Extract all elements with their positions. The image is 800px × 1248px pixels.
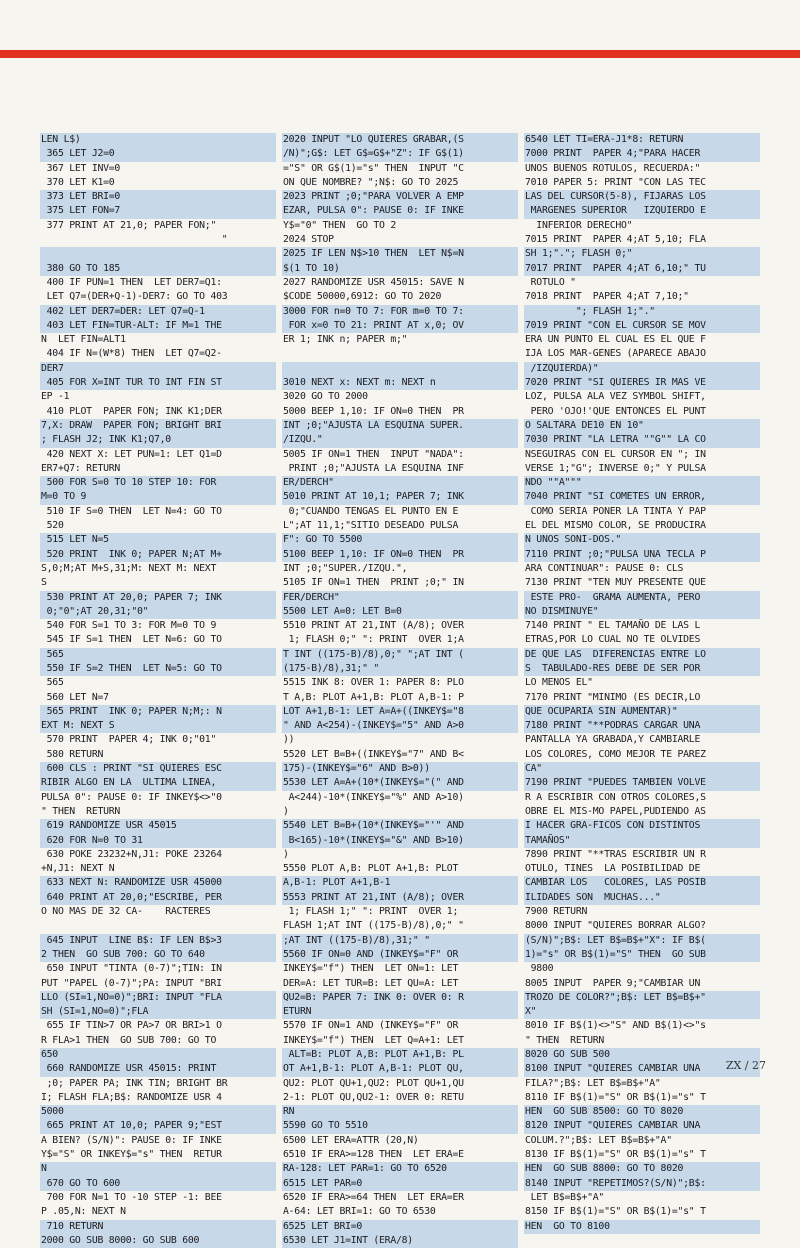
code-line: 7018 PRINT PAPER 4;AT 7,10;" [524,290,760,304]
code-line: ER 1; INK n; PAPER m;" [282,333,518,347]
code-line: P .05,N: NEXT N [40,1205,276,1219]
code-line: 3000 FOR n=0 TO 7: FOR m=0 TO 7: [282,305,518,319]
code-line: 2 THEN GO SUB 700: GO TO 640 [40,948,276,962]
code-line: 1)="s" OR B$(1)="S" THEN GO SUB [524,948,760,962]
code-line: " AND A<254)-(INKEY$="5" AND A>0 [282,719,518,733]
code-line: 5000 BEEP 1,10: IF ON=0 THEN PR [282,405,518,419]
code-line: 600 CLS : PRINT "SI QUIERES ESC [40,762,276,776]
code-line: INKEY$="f") THEN LET Q=A+1: LET [282,1034,518,1048]
code-line: 7010 PAPER 5: PRINT "CON LAS TEC [524,176,760,190]
code-line: 5540 LET B=B+(10*(INKEY$="'" AND [282,819,518,833]
code-line: LLO (SI=1,NO=0)";BRI: INPUT "FLA [40,991,276,1005]
code-line: DER7 [40,362,276,376]
code-line: 1; FLASH 1;" ": PRINT OVER 1; [282,905,518,919]
code-line: 5570 IF ON=1 AND (INKEY$="F" OR [282,1019,518,1033]
code-line: FOR x=0 TO 21: PRINT AT x,0; OV [282,319,518,333]
code-line: L";AT 11,1;"SITIO DESEADO PULSA [282,519,518,533]
code-line: EL DEL MISMO COLOR, SE PRODUCIRA [524,519,760,533]
code-line: I; FLASH FLA;B$: RANDOMIZE USR 4 [40,1091,276,1105]
code-line: R A ESCRIBIR CON OTROS COLORES,S [524,791,760,805]
code-line: LOS COLORES, COMO MEJOR TE PAREZ [524,748,760,762]
code-line: 550 IF S=2 THEN LET N=5: GO TO [40,662,276,676]
code-line: 8005 INPUT PAPER 9;"CAMBIAR UN [524,977,760,991]
code-line: A<244)-10*(INKEY$="%" AND A>10) [282,791,518,805]
code-line: QUE OCUPARIA SIN AUMENTAR)" [524,705,760,719]
code-line: HEN GO SUB 8500: GO TO 8020 [524,1105,760,1119]
code-line: 7130 PRINT "TEN MUY PRESENTE QUE [524,576,760,590]
code-line: NO DISMINUYE" [524,605,760,619]
code-line: A,B-1: PLOT A+1,B-1 [282,876,518,890]
code-line: N LET FIN=ALT1 [40,333,276,347]
code-line: " THEN RETURN [524,1034,760,1048]
code-line: " THEN RETURN [40,805,276,819]
code-line: LET B$=B$+"A" [524,1191,760,1205]
code-line: OTULO, TINES LA POSIBILIDAD DE [524,862,760,876]
code-line: 7019 PRINT "CON EL CURSOR SE MOV [524,319,760,333]
code-line: 403 LET FIN=TUR-ALT: IF M=1 THE [40,319,276,333]
code-line: 0;"0";AT 20,31;"0" [40,605,276,619]
code-line: 8110 IF B$(1)="S" OR B$(1)="s" T [524,1091,760,1105]
code-line: 6500 LET ERA=ATTR (20,N) [282,1134,518,1148]
code-line: 7180 PRINT "**PODRAS CARGAR UNA [524,719,760,733]
code-line: 373 LET BRI=0 [40,190,276,204]
code-line: 404 IF N=(W*8) THEN LET Q7=Q2- [40,347,276,361]
code-line: 7030 PRINT "LA LETRA ""G"" LA CO [524,433,760,447]
code-line: 8000 INPUT "QUIERES BORRAR ALGO? [524,919,760,933]
code-line: 619 RANDOMIZE USR 45015 [40,819,276,833]
code-line: 2025 IF LEN N$>10 THEN LET N$=N [282,247,518,261]
code-line: 7015 PRINT PAPER 4;AT 5,10; FLA [524,233,760,247]
code-line: 545 IF S=1 THEN LET N=6: GO TO [40,633,276,647]
code-line: Y$="0" THEN GO TO 2 [282,219,518,233]
code-line: S TABULADO-RES DEBE DE SER POR [524,662,760,676]
code-line: LET Q7=(DER+Q-1)-DER7: GO TO 403 [40,290,276,304]
code-line: INT ;0;"AJUSTA LA ESQUINA SUPER. [282,419,518,433]
code-line: OBRE EL MIS-MO PAPEL,PUDIENDO AS [524,805,760,819]
code-line: PERO 'OJO!'QUE ENTONCES EL PUNT [524,405,760,419]
code-line: $(1 TO 10) [282,262,518,276]
code-line: NSEGUIRAS CON EL CURSOR EN "; IN [524,448,760,462]
code-line: 2023 PRINT ;0;"PARA VOLVER A EMP [282,190,518,204]
code-line: ER7+Q7: RETURN [40,462,276,476]
code-line: 3010 NEXT x: NEXT m: NEXT n [282,376,518,390]
code-line: Y$="S" OR INKEY$="s" THEN RETUR [40,1148,276,1162]
code-line: 7140 PRINT " EL TAMAÑO DE LAS L [524,619,760,633]
code-line: 2024 STOP [282,233,518,247]
code-line: FER/DERCH" [282,591,518,605]
code-line: R FLA>1 THEN GO SUB 700: GO TO [40,1034,276,1048]
listing-column-1 [40,133,276,1246]
code-line: VERSE 1;"G"; INVERSE 0;" Y PULSA [524,462,760,476]
code-line: TAMAÑOS" [524,834,760,848]
code-line: 700 FOR N=1 TO -10 STEP -1: BEE [40,1191,276,1205]
code-line: CAMBIAR LOS COLORES, LAS POSIB [524,876,760,890]
code-line: TROZO DE COLOR?";B$: LET B$=B$+" [524,991,760,1005]
code-line: OT A+1,B-1: PLOT A,B-1: PLOT QU, [282,1062,518,1076]
code-line: 540 FOR S=1 TO 3: FOR M=0 TO 9 [40,619,276,633]
code-line: ILIDADES SON MUCHAS..." [524,891,760,905]
code-line: ERA UN PUNTO EL CUAL ES EL QUE F [524,333,760,347]
code-line: 367 LET INV=0 [40,162,276,176]
code-line: 5005 IF ON=1 THEN INPUT "NADA": [282,448,518,462]
code-line: 520 [40,519,276,533]
code-line: 710 RETURN [40,1220,276,1234]
code-line: 8150 IF B$(1)="S" OR B$(1)="s" T [524,1205,760,1219]
code-line: 645 INPUT LINE B$: IF LEN B$>3 [40,934,276,948]
code-line: LAS DEL CURSOR(5-8), FIJARAS LOS [524,190,760,204]
code-line: ER/DERCH" [282,476,518,490]
code-line: 655 IF TIN>7 OR PA>7 OR BRI>1 O [40,1019,276,1033]
code-line: S [40,576,276,590]
code-line: 7020 PRINT "SI QUIERES IR MAS VE [524,376,760,390]
code-line: 5550 PLOT A,B: PLOT A+1,B: PLOT [282,862,518,876]
code-line: 6510 IF ERA>=128 THEN LET ERA=E [282,1148,518,1162]
code-line: HEN GO SUB 8800: GO TO 8020 [524,1162,760,1176]
code-line: " [40,233,276,247]
code-line: ETURN [282,1005,518,1019]
code-line: INFERIOR DERECHO" [524,219,760,233]
code-line: 6525 LET BRI=0 [282,1220,518,1234]
code-line: PRINT ;0;"AJUSTA LA ESQUINA INF [282,462,518,476]
code-line: 377 PRINT AT 21,0; PAPER FON;" [40,219,276,233]
code-line: ) [282,848,518,862]
code-line: X" [524,1005,760,1019]
code-line: LOT A+1,B-1: LET A=A+((INKEY$="8 [282,705,518,719]
code-line: ;0; PAPER PA; INK TIN; BRIGHT BR [40,1077,276,1091]
code-line: /IZQU." [282,433,518,447]
code-line: 565 [40,676,276,690]
code-line: )) [282,733,518,747]
code-line: 665 PRINT AT 10,0; PAPER 9;"EST [40,1119,276,1133]
code-line: ETRAS,POR LO CUAL NO TE OLVIDES [524,633,760,647]
code-line: 633 NEXT N: RANDOMIZE USR 45000 [40,876,276,890]
code-line: 510 IF S=0 THEN LET N=4: GO TO [40,505,276,519]
code-line: 8010 IF B$(1)<>"S" AND B$(1)<>"s [524,1019,760,1033]
code-line: ) [282,805,518,819]
code-line: 8020 GO SUB 500 [524,1048,760,1062]
code-line: 7040 PRINT "SI COMETES UN ERROR, [524,490,760,504]
code-line: PUT "PAPEL (0-7)";PA: INPUT "BRI [40,977,276,991]
code-line: F": GO TO 5500 [282,533,518,547]
code-line: 3020 GO TO 2000 [282,390,518,404]
code-line: 7110 PRINT ;0;"PULSA UNA TECLA P [524,548,760,562]
code-line: 7190 PRINT "PUEDES TAMBIEN VOLVE [524,776,760,790]
code-line: INT ;0;"SUPER./IZQU.", [282,562,518,576]
code-line: 650 [40,1048,276,1062]
code-line: "; FLASH 1;"." [524,305,760,319]
code-line: /N)";G$: LET G$=G$+"Z": IF G$(1) [282,147,518,161]
code-line: 7000 PRINT PAPER 4;"PARA HACER [524,147,760,161]
code-line: N UNOS SONI-DOS." [524,533,760,547]
code-line: 620 FOR N=0 TO 31 [40,834,276,848]
code-line: 7,X: DRAW PAPER FON; BRIGHT BRI [40,419,276,433]
code-line: ROTULO " [524,276,760,290]
code-line: 175)-(INKEY$="6" AND B>0)) [282,762,518,776]
code-line: 560 LET N=7 [40,691,276,705]
code-line: 5100 BEEP 1,10: IF ON=0 THEN PR [282,548,518,562]
code-line: 400 IF PUN=1 THEN LET DER7=Q1: [40,276,276,290]
code-line: 8140 INPUT "REPETIMOS?(S/N)";B$: [524,1177,760,1191]
code-line: NDO ""A""" [524,476,760,490]
code-line: T INT ((175-B)/8),0;" ";AT INT ( [282,648,518,662]
code-line [40,919,276,933]
code-line: ON QUE NOMBRE? ";N$: GO TO 2025 [282,176,518,190]
code-line: 630 POKE 23232+N,J1: POKE 23264 [40,848,276,862]
code-line: CA" [524,762,760,776]
code-line: +N,J1: NEXT N [40,862,276,876]
code-line: 5530 LET A=A+(10*(INKEY$="(" AND [282,776,518,790]
code-line: DE QUE LAS DIFERENCIAS ENTRE LO [524,648,760,662]
code-line: SH 1;"."; FLASH 0;" [524,247,760,261]
code-line: MARGENES SUPERIOR IZQUIERDO E [524,204,760,218]
code-line: 565 [40,648,276,662]
code-line: 6515 LET PAR=0 [282,1177,518,1191]
code-line: 565 PRINT INK 0; PAPER N;M;: N [40,705,276,719]
code-line: 5000 [40,1105,276,1119]
code-line: 420 NEXT X: LET PUN=1: LET Q1=D [40,448,276,462]
code-line: 660 RANDOMIZE USR 45015: PRINT [40,1062,276,1076]
code-line: 2-1: PLOT QU,QU2-1: OVER 0: RETU [282,1091,518,1105]
code-line: 500 FOR S=0 TO 10 STEP 10: FOR [40,476,276,490]
code-line: 405 FOR X=INT TUR TO INT FIN ST [40,376,276,390]
code-line: /IZQUIERDA)" [524,362,760,376]
code-line: 6530 LET J1=INT (ERA/8) [282,1234,518,1248]
code-line: 8130 IF B$(1)="S" OR B$(1)="s" T [524,1148,760,1162]
listing-column-2 [282,133,518,1246]
code-line: COLUM.?";B$: LET B$=B$+"A" [524,1134,760,1148]
code-line: 6540 LET TI=ERA-J1*8: RETURN [524,133,760,147]
code-line: 5105 IF ON=1 THEN PRINT ;0;" IN [282,576,518,590]
code-line: 402 LET DER7=DER: LET Q7=Q-1 [40,305,276,319]
code-line: 365 LET J2=0 [40,147,276,161]
code-line: M=0 TO 9 [40,490,276,504]
code-line: RA-128: LET PAR=1: GO TO 6520 [282,1162,518,1176]
code-line: (175-B)/8),31;" " [282,662,518,676]
code-line: EXT M: NEXT S [40,719,276,733]
code-line: LOZ, PULSA ALA VEZ SYMBOL SHIFT, [524,390,760,404]
code-line: INKEY$="f") THEN LET ON=1: LET [282,962,518,976]
code-line: T A,B: PLOT A+1,B: PLOT A,B-1: P [282,691,518,705]
code-line: FLASH 1;AT INT ((175-B)/8),0;" " [282,919,518,933]
code-line: 7017 PRINT PAPER 4;AT 6,10;" TU [524,262,760,276]
code-line: 6520 IF ERA>=64 THEN LET ERA=ER [282,1191,518,1205]
code-line: ="S" OR G$(1)="s" THEN INPUT "C [282,162,518,176]
code-line: COMO SERIA PONER LA TINTA Y PAP [524,505,760,519]
code-line: 640 PRINT AT 20,0;"ESCRIBE, PER [40,891,276,905]
code-line [40,247,276,261]
code-line: 5520 LET B=B+((INKEY$="7" AND B< [282,748,518,762]
code-line: $CODE 50000,6912: GO TO 2020 [282,290,518,304]
code-line: 2020 INPUT "LO QUIERES GRABAR,(S [282,133,518,147]
code-line: 520 PRINT INK 0; PAPER N;AT M+ [40,548,276,562]
code-line: B<165)-10*(INKEY$="&" AND B>10) [282,834,518,848]
code-line: 5500 LET A=0: LET B=0 [282,605,518,619]
code-line: EZAR, PULSA 0": PAUSE 0: IF INKE [282,204,518,218]
code-line [282,362,518,376]
code-line: PANTALLA YA GRABADA,Y CAMBIARLE [524,733,760,747]
code-line: (S/N)";B$: LET B$=B$+"X": IF B$( [524,934,760,948]
code-line: EP -1 [40,390,276,404]
code-line: 670 GO TO 600 [40,1177,276,1191]
code-line: ARA CONTINUAR": PAUSE 0: CLS [524,562,760,576]
code-line: ; FLASH J2; INK K1;Q7,0 [40,433,276,447]
code-line: 570 PRINT PAPER 4; INK 0;"01" [40,733,276,747]
code-line: QU2: PLOT QU+1,QU2: PLOT QU+1,QU [282,1077,518,1091]
code-line: 410 PLOT PAPER FON; INK K1;DER [40,405,276,419]
code-line: N [40,1162,276,1176]
code-line: 5553 PRINT AT 21,INT (A/8); OVER [282,891,518,905]
code-line [282,347,518,361]
code-line: A BIEN? (S/N)": PAUSE 0: IF INKE [40,1134,276,1148]
code-line: 5560 IF ON=0 AND (INKEY$="F" OR [282,948,518,962]
page-number: ZX / 27 [725,1059,766,1072]
code-line: RIBIR ALGO EN LA ULTIMA LINEA, [40,776,276,790]
red-header-bar [0,50,800,58]
code-line: IJA LOS MAR-GENES (APARECE ABAJO [524,347,760,361]
code-line: LEN L$) [40,133,276,147]
code-line: ALT=B: PLOT A,B: PLOT A+1,B: PL [282,1048,518,1062]
code-line: UNOS BUENOS ROTULOS, RECUERDA:" [524,162,760,176]
code-line: I HACER GRA-FICOS CON DISTINTOS [524,819,760,833]
code-line: 530 PRINT AT 20,0; PAPER 7; INK [40,591,276,605]
code-line: 580 RETURN [40,748,276,762]
code-line: 5510 PRINT AT 21,INT (A/8); OVER [282,619,518,633]
code-line: 7900 RETURN [524,905,760,919]
code-line: O SALTARA DE10 EN 10" [524,419,760,433]
code-line: 375 LET FON=7 [40,204,276,218]
code-line: 8100 INPUT "QUIERES CAMBIAR UNA [524,1062,760,1076]
code-line: 2027 RANDOMIZE USR 45015: SAVE N [282,276,518,290]
code-line: 8120 INPUT "QUIERES CAMBIAR UNA [524,1119,760,1133]
code-line: 7890 PRINT "**TRAS ESCRIBIR UN R [524,848,760,862]
code-line: 5010 PRINT AT 10,1; PAPER 7; INK [282,490,518,504]
code-line: 2000 GO SUB 8000: GO SUB 600 [40,1234,276,1248]
code-line: 1; FLASH 0;" ": PRINT OVER 1;A [282,633,518,647]
code-line: S,0;M;AT M+S,31;M: NEXT M: NEXT [40,562,276,576]
code-line: 370 LET K1=0 [40,176,276,190]
code-line: SH (SI=1,NO=0)";FLA [40,1005,276,1019]
code-line: 380 GO TO 185 [40,262,276,276]
code-line: QU2=B: PAPER 7: INK 0: OVER 0: R [282,991,518,1005]
code-line: RN [282,1105,518,1119]
code-line: 515 LET N=5 [40,533,276,547]
code-line: 650 INPUT "TINTA (0-7)";TIN: IN [40,962,276,976]
code-line: O NO MAS DE 32 CA- RACTERES [40,905,276,919]
code-line: LO MENOS EL" [524,676,760,690]
code-line: DER=A: LET TUR=B: LET QU=A: LET [282,977,518,991]
code-line: ;AT INT ((175-B)/8),31;" " [282,934,518,948]
code-line: ESTE PRO- GRAMA AUMENTA, PERO [524,591,760,605]
code-line: 5590 GO TO 5510 [282,1119,518,1133]
code-line: 0;"CUANDO TENGAS EL PUNTO EN E [282,505,518,519]
code-line: HEN GO TO 8100 [524,1220,760,1234]
code-line: PULSA 0": PAUSE 0: IF INKEY$<>"0 [40,791,276,805]
code-line: 7170 PRINT "MINIMO (ES DECIR,LO [524,691,760,705]
code-line: A-64: LET BRI=1: GO TO 6530 [282,1205,518,1219]
code-line: FILA?";B$: LET B$=B$+"A" [524,1077,760,1091]
code-line: 9800 [524,962,760,976]
code-line: 5515 INK 8: OVER 1: PAPER 8: PLO [282,676,518,690]
